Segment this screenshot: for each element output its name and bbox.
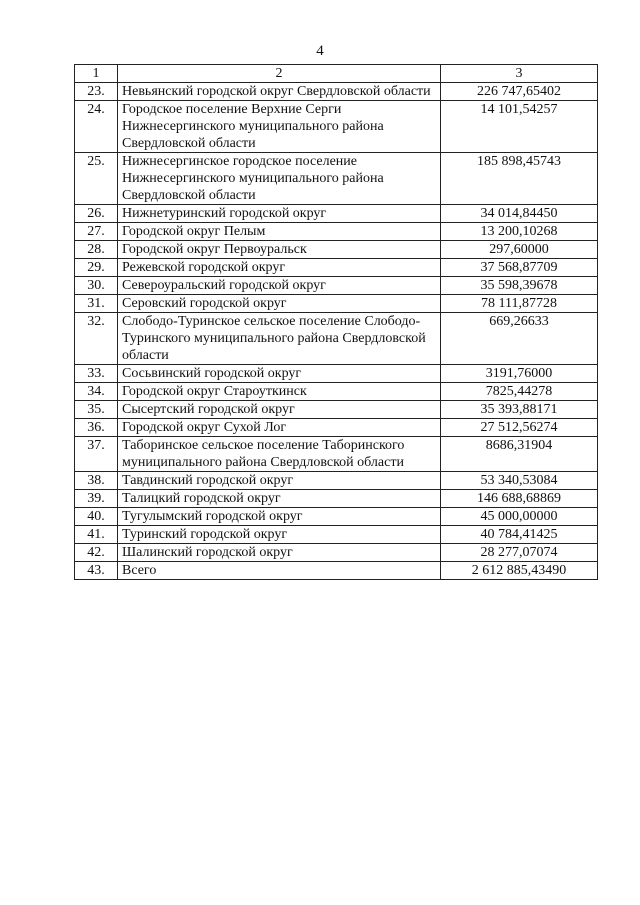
row-number: 38. [75, 472, 118, 490]
row-number: 27. [75, 223, 118, 241]
row-value: 37 568,87709 [441, 259, 598, 277]
row-value: 53 340,53084 [441, 472, 598, 490]
row-value: 28 277,07074 [441, 544, 598, 562]
table-row [75, 490, 598, 508]
row-number: 30. [75, 277, 118, 295]
page-number: 4 [316, 43, 324, 59]
table-row [75, 295, 598, 313]
table-row [75, 205, 598, 223]
table-row [75, 437, 598, 472]
row-name: Талицкий городской округ [118, 490, 441, 508]
distribution-table [74, 64, 598, 580]
row-name: Городской округ Староуткинск [118, 383, 441, 401]
row-number: 42. [75, 544, 118, 562]
row-value: 27 512,56274 [441, 419, 598, 437]
row-value: 226 747,65402 [441, 83, 598, 101]
row-name: Режевской городской округ [118, 259, 441, 277]
table-row [75, 153, 598, 205]
table-row [75, 313, 598, 365]
row-number: 29. [75, 259, 118, 277]
column-header-3: 3 [441, 65, 598, 83]
row-number: 26. [75, 205, 118, 223]
row-value: 7825,44278 [441, 383, 598, 401]
table-row [75, 562, 598, 580]
row-name: Нижнетуринский городской округ [118, 205, 441, 223]
row-name: Тугулымский городской округ [118, 508, 441, 526]
table-row [75, 544, 598, 562]
table-row [75, 223, 598, 241]
table-row [75, 241, 598, 259]
row-name: Всего [118, 562, 441, 580]
table-row [75, 419, 598, 437]
row-value: 669,26633 [441, 313, 598, 365]
row-name: Городской округ Первоуральск [118, 241, 441, 259]
row-value: 2 612 885,43490 [441, 562, 598, 580]
row-number: 34. [75, 383, 118, 401]
row-name: Таборинское сельское поселение Таборинского муниципального района Свердловской области [118, 437, 441, 472]
table-row [75, 401, 598, 419]
row-number: 24. [75, 101, 118, 153]
row-name: Слободо-Туринское сельское поселение Слободо-Туринского муниципального района Свердловской области [118, 313, 441, 365]
row-number: 36. [75, 419, 118, 437]
row-number: 32. [75, 313, 118, 365]
row-value: 45 000,00000 [441, 508, 598, 526]
table-row [75, 101, 598, 153]
row-value: 40 784,41425 [441, 526, 598, 544]
table-row [75, 259, 598, 277]
table-row [75, 508, 598, 526]
row-value: 78 111,87728 [441, 295, 598, 313]
row-number: 31. [75, 295, 118, 313]
row-name: Шалинский городской округ [118, 544, 441, 562]
column-header-2: 2 [118, 65, 441, 83]
row-name: Сосьвинский городской округ [118, 365, 441, 383]
row-number: 41. [75, 526, 118, 544]
row-name: Североуральский городской округ [118, 277, 441, 295]
table-header-row [75, 65, 598, 83]
row-name: Невьянский городской округ Свердловской области [118, 83, 441, 101]
row-value: 8686,31904 [441, 437, 598, 472]
table-row [75, 365, 598, 383]
row-value: 185 898,45743 [441, 153, 598, 205]
row-name: Городское поселение Верхние Серги Нижнесергинского муниципального района Свердловской области [118, 101, 441, 153]
row-number: 23. [75, 83, 118, 101]
row-name: Тавдинский городской округ [118, 472, 441, 490]
row-value: 13 200,10268 [441, 223, 598, 241]
row-name: Городской округ Сухой Лог [118, 419, 441, 437]
row-number: 39. [75, 490, 118, 508]
row-number: 35. [75, 401, 118, 419]
row-value: 34 014,84450 [441, 205, 598, 223]
row-name: Городской округ Пелым [118, 223, 441, 241]
table-row [75, 472, 598, 490]
row-number: 33. [75, 365, 118, 383]
row-value: 3191,76000 [441, 365, 598, 383]
table-row [75, 277, 598, 295]
row-value: 14 101,54257 [441, 101, 598, 153]
column-header-1: 1 [75, 65, 118, 83]
row-name: Сысертский городской округ [118, 401, 441, 419]
table-row [75, 83, 598, 101]
row-name: Нижнесергинское городское поселение Нижнесергинского муниципального района Свердловской области [118, 153, 441, 205]
row-number: 40. [75, 508, 118, 526]
row-value: 297,60000 [441, 241, 598, 259]
row-number: 28. [75, 241, 118, 259]
row-number: 25. [75, 153, 118, 205]
table-row [75, 526, 598, 544]
table-row [75, 383, 598, 401]
row-name: Серовский городской округ [118, 295, 441, 313]
row-number: 43. [75, 562, 118, 580]
row-value: 35 393,88171 [441, 401, 598, 419]
row-name: Туринский городской округ [118, 526, 441, 544]
row-value: 146 688,68869 [441, 490, 598, 508]
row-value: 35 598,39678 [441, 277, 598, 295]
table-body [75, 65, 598, 580]
row-number: 37. [75, 437, 118, 472]
